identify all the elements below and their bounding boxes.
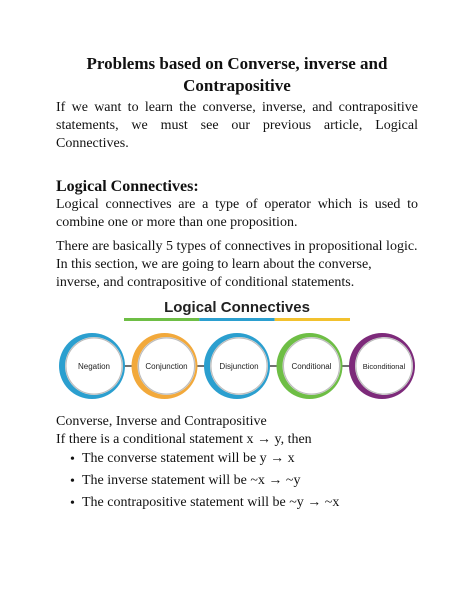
bullet-icon: •	[70, 452, 75, 467]
list-item: • The inverse statement will be ~x → ~y	[70, 470, 339, 492]
connective-node-negation	[59, 333, 125, 399]
intro-paragraph: If we want to learn the converse, inverse, and contrapositive statements, we must see our previous article, Logical Connectives.	[56, 100, 418, 151]
section-heading: Logical Connectives:	[56, 178, 199, 195]
underline-segment	[275, 318, 350, 321]
connective-node-biconditional	[349, 333, 415, 399]
bullet-icon: •	[70, 496, 75, 511]
diagram-title: Logical Connectives	[164, 299, 310, 316]
connective-node-conjunction	[132, 333, 198, 399]
diagram-nodes	[59, 333, 415, 399]
statement-list	[70, 448, 339, 514]
node-label: Negation	[77, 362, 111, 371]
types-paragraph: There are basically 5 types of connectives in propositional logic. In this section, we are going to learn about the converse, inverse, and contrapositive of conditional statements.	[56, 239, 418, 290]
subheading-line: Converse, Inverse and Contrapositive	[56, 414, 267, 429]
node-label: Biconditional	[362, 362, 406, 371]
connective-node-disjunction	[204, 333, 270, 399]
bullet-icon: •	[70, 474, 75, 489]
conditional-line: If there is a conditional statement x → y, then	[56, 432, 312, 447]
definition-paragraph: Logical connectives are a type of operator which is used to combine one or more than one proposition.	[56, 197, 418, 230]
list-item: • The contrapositive statement will be ~y → ~x	[70, 492, 339, 514]
node-label: Disjunction	[219, 362, 259, 371]
title-line-2: Contrapositive	[183, 76, 291, 95]
title-line-1: Problems based on Converse, inverse and	[86, 54, 388, 73]
connective-node-conditional	[277, 333, 343, 399]
underline-segment	[199, 318, 274, 321]
page-title	[56, 53, 418, 97]
logical-connectives-diagram	[56, 296, 418, 406]
underline-segment	[124, 318, 199, 321]
diagram-title-underline	[124, 318, 350, 321]
list-item: • The converse statement will be y → x	[70, 448, 339, 470]
node-label: Conjunction	[145, 362, 188, 371]
node-label: Conditional	[291, 362, 332, 371]
